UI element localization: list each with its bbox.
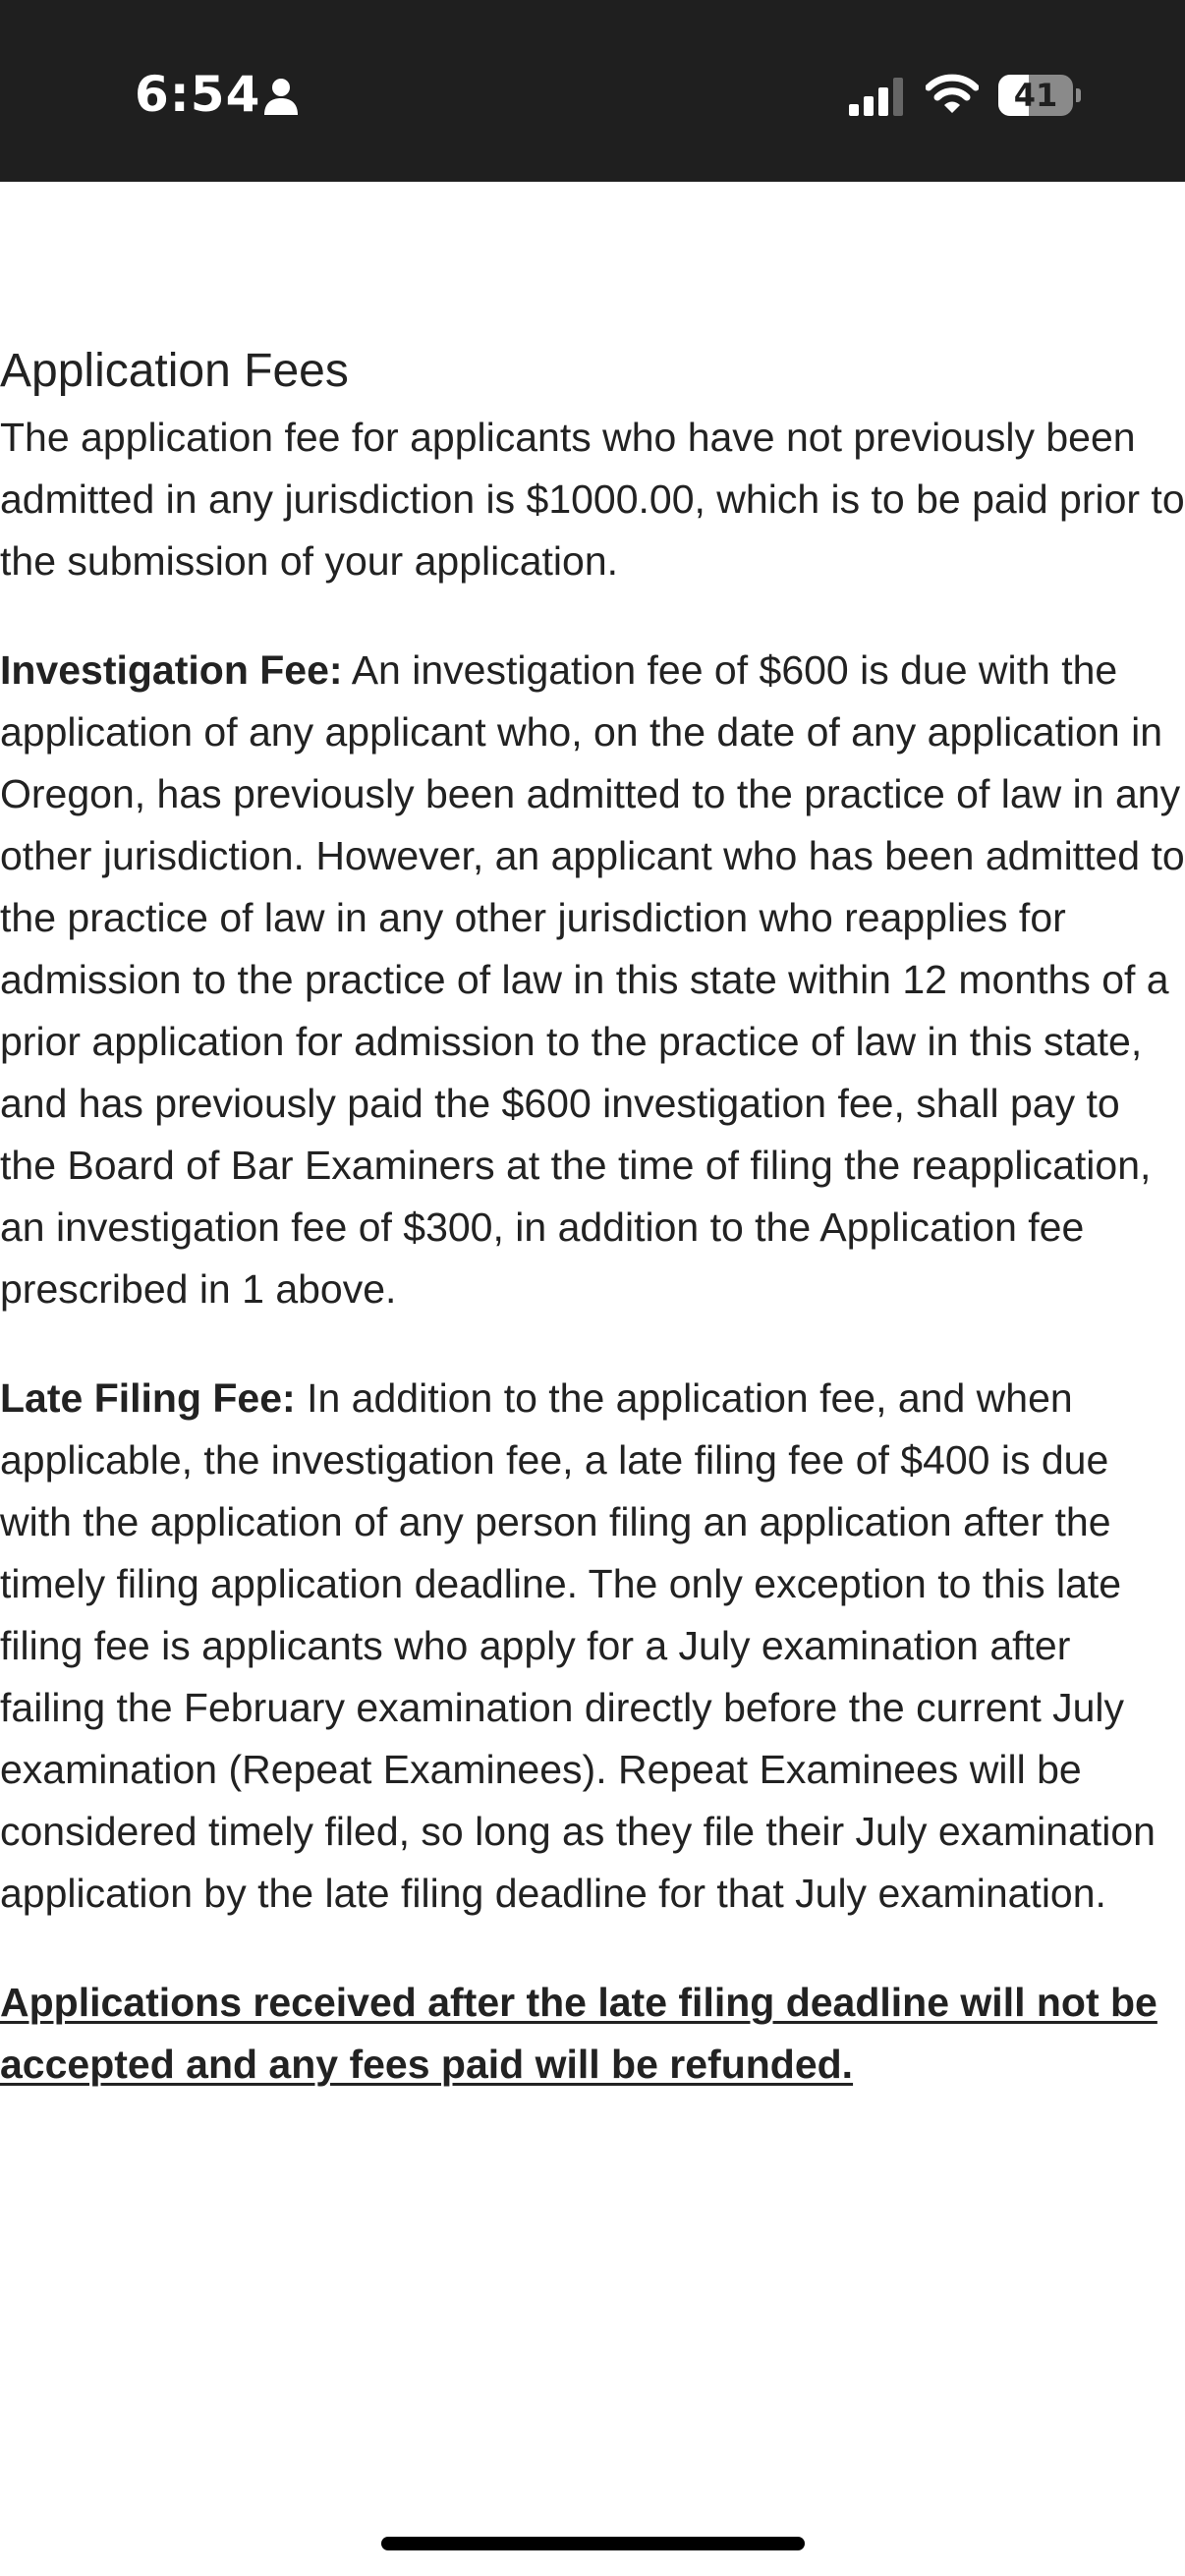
fees-content	[0, 336, 1185, 2096]
battery-cap	[1076, 88, 1081, 102]
investigation-fee-text: An investigation fee of $600 is due with the application of any applicant who, on the date of any application in Oregon, has previously been admitted to the practice of law in any other jurisdiction. However, an applicant who has been admitted to the practice of law in any other jurisdiction who reapplies for admission to the practice of law in this state within 12 months of a prior application for admission to the practice of law in this state, and has previously paid the $600 investigation fee, shall pay to the Board of Bar Examiners at the time of filing the reapplication, an investigation fee of $300, in addition to the Application fee prescribed in 1 above.	[0, 647, 1185, 1312]
battery-level: 41	[1013, 77, 1058, 114]
home-indicator[interactable]	[381, 2537, 805, 2550]
section-heading: Application Fees	[0, 345, 349, 397]
late-deadline-notice: Applications received after the late filing deadline will not be accepted and any fees paid will be refunded.	[0, 1980, 1157, 2087]
battery-body	[998, 75, 1073, 116]
investigation-fee-paragraph	[0, 640, 1185, 1320]
late-filing-fee-text: In addition to the application fee, and when applicable, the investigation fee, a late filing fee of $400 is due with the application of any person filing an application after the timely filing application deadline. The only exception to this late filing fee is applicants who apply for a July examination after failing the February examination directly before the current July examination (Repeat Examinees). Repeat Examinees will be considered timely filed, so long as they file their July examination application by the late filing deadline for that July examination.	[0, 1375, 1156, 1916]
status-time: 6:54	[135, 66, 261, 123]
signal-icon	[849, 77, 906, 116]
late-filing-fee-label: Late Filing Fee:	[0, 1375, 296, 1421]
investigation-fee-label: Investigation Fee:	[0, 647, 343, 693]
late-filing-fee-paragraph	[0, 1368, 1185, 1925]
person-icon	[263, 77, 299, 116]
wifi-icon	[926, 73, 979, 116]
battery-icon	[998, 75, 1081, 116]
intro-paragraph: The application fee for applicants who have not previously been admitted in any jurisdiction is $1000.00, which is to be paid prior to the submission of your application.	[0, 415, 1185, 584]
status-bar	[0, 0, 1185, 182]
